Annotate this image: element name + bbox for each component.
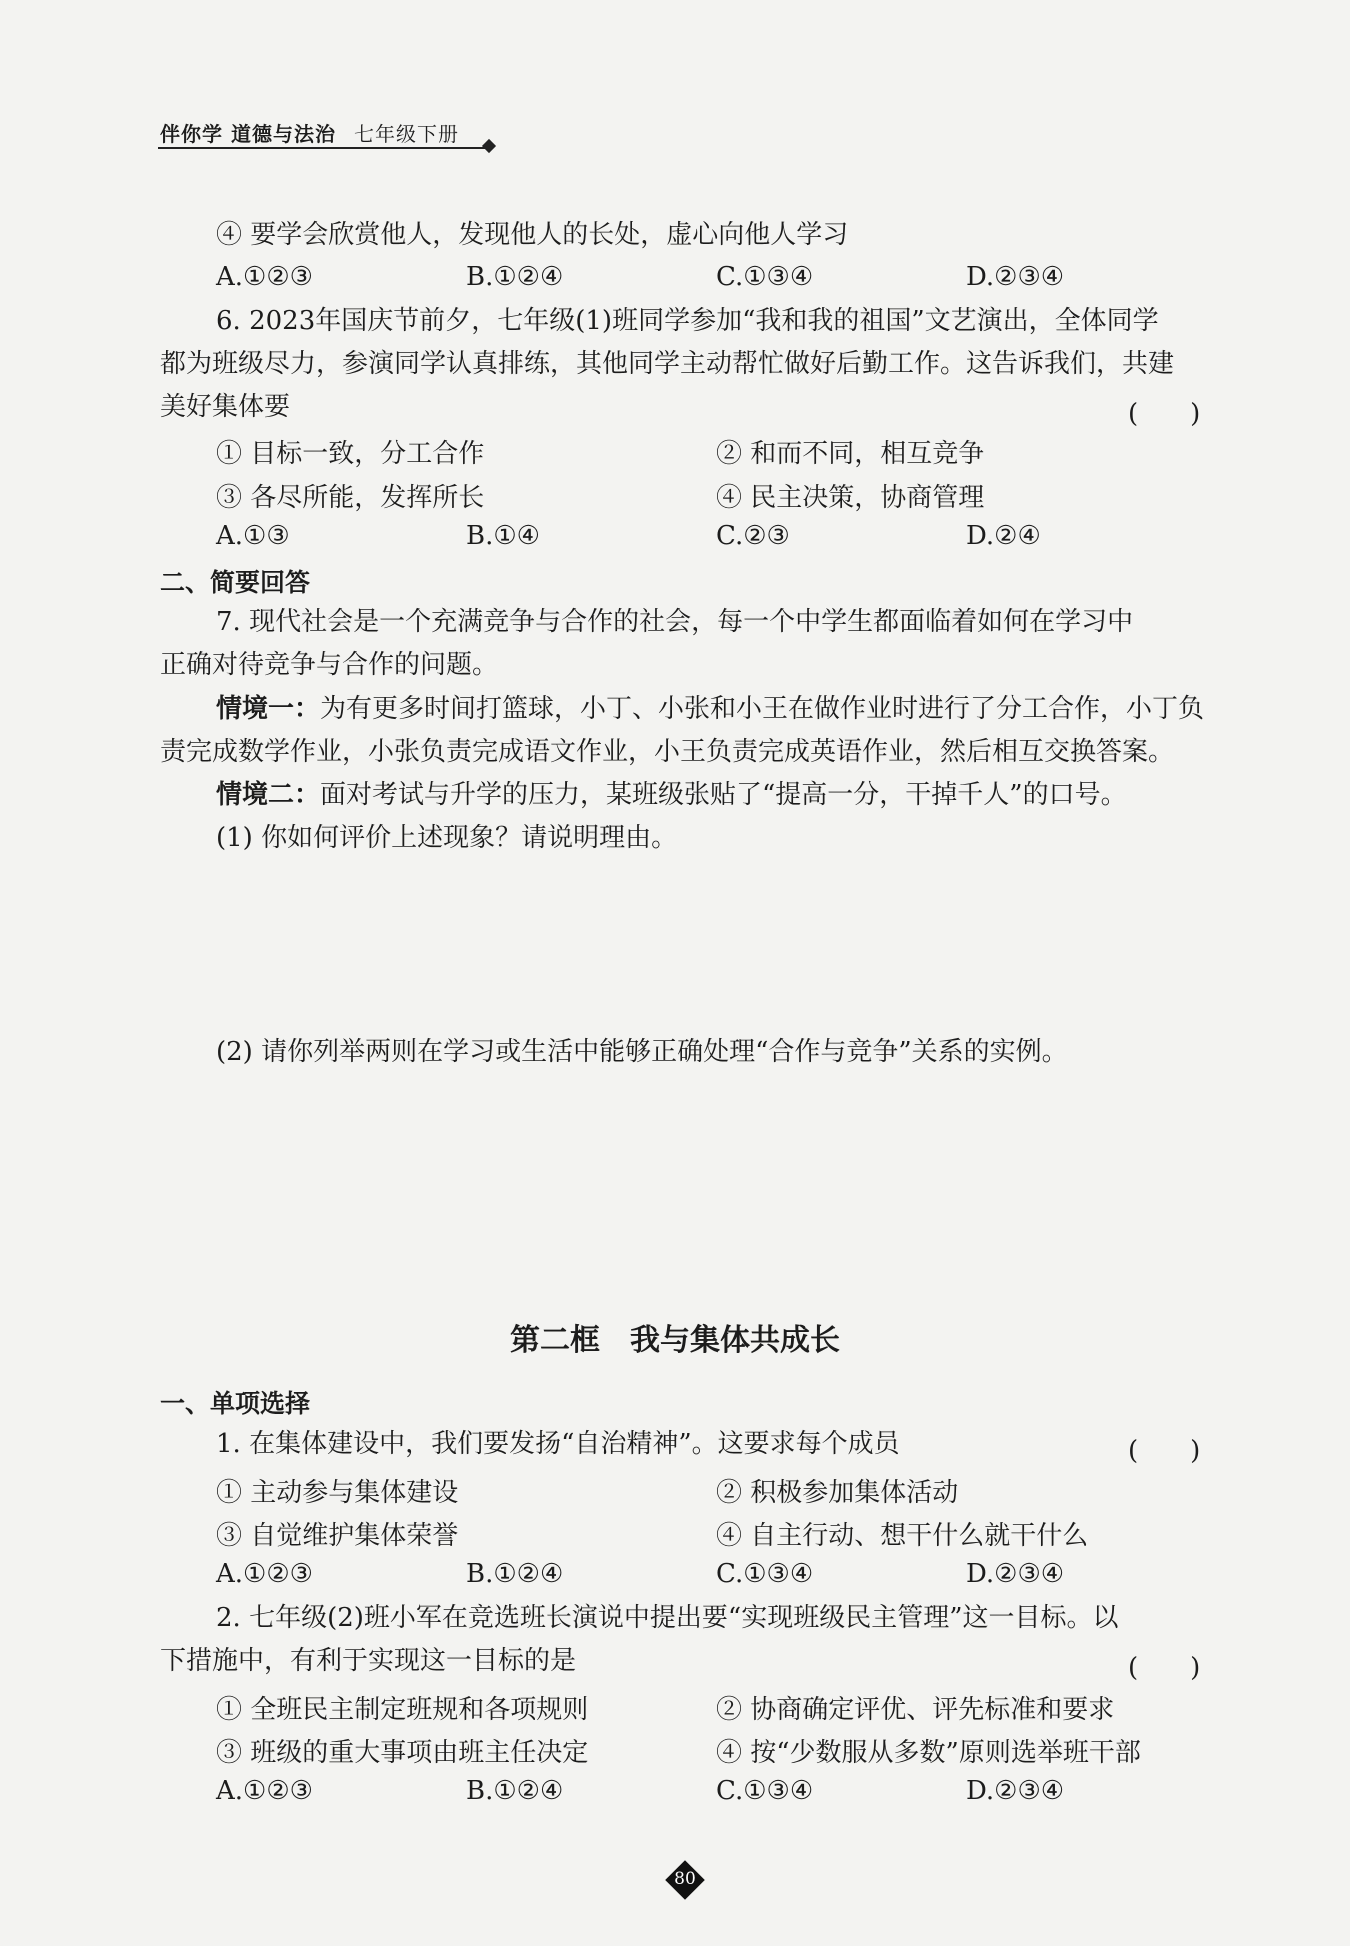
q7-stem-line-1: 7. 现代社会是一个充满竞争与合作的社会，每一个中学生都面临着如何在学习中 — [216, 607, 1134, 637]
grade-label: 七年级下册 — [353, 122, 459, 146]
q6-choice-a: A.①③ — [216, 521, 290, 551]
q7-sub-question-1: (1) 你如何评价上述现象？请说明理由。 — [216, 823, 678, 853]
page-number: 80 — [674, 1869, 696, 1889]
p2-q2-item-1: ① 全班民主制定班规和各项规则 — [216, 1695, 589, 1725]
p2-q1-item-4: ④ 自主行动、想干什么就干什么 — [716, 1521, 1089, 1551]
q5-item-4: ④ 要学会欣赏他人，发现他人的长处，虚心向他人学习 — [216, 220, 849, 250]
p2-q1-item-1: ① 主动参与集体建设 — [216, 1478, 459, 1508]
q6-choice-b: B.①④ — [466, 521, 540, 551]
q5-choice-c: C.①③④ — [716, 262, 814, 292]
q5-choice-b: B.①②④ — [466, 262, 564, 292]
p2-q1-choice-b: B.①②④ — [466, 1559, 564, 1589]
q6-item-1: ① 目标一致，分工合作 — [216, 439, 485, 469]
p2-q2-stem-line-2: 下措施中，有利于实现这一目标的是 — [160, 1646, 577, 1676]
q7-sub-question-2: (2) 请你列举两则在学习或生活中能够正确处理“合作与竞争”关系的实例。 — [216, 1037, 1068, 1067]
q5-choice-a: A.①②③ — [216, 262, 313, 292]
q6-item-2: ② 和而不同，相互竞争 — [716, 439, 985, 469]
scenario-1 — [216, 688, 1204, 731]
running-header — [160, 118, 459, 147]
page-number-badge — [665, 1860, 705, 1900]
scenario-2-label: 情境二： — [216, 780, 321, 810]
q6-choice-d: D.②④ — [966, 521, 1041, 551]
p2-q1-choice-c: C.①③④ — [716, 1559, 814, 1589]
p2-q2-item-4: ④ 按“少数服从多数”原则选举班干部 — [716, 1738, 1141, 1768]
header-rule — [158, 147, 488, 149]
q7-stem-line-2: 正确对待竞争与合作的问题。 — [160, 650, 499, 680]
header-diamond-icon — [482, 139, 496, 153]
q6-stem-line-2: 都为班级尽力，参演同学认真排练，其他同学主动帮忙做好后勤工作。这告诉我们，共建 — [160, 349, 1175, 379]
p2-q2-choice-c: C.①③④ — [716, 1776, 814, 1806]
q6-item-4: ④ 民主决策，协商管理 — [716, 483, 985, 513]
p2-q2-choice-a: A.①②③ — [216, 1776, 313, 1806]
q6-stem-line-3: 美好集体要 — [160, 392, 291, 422]
q6-answer-paren: ( ) — [1128, 399, 1201, 429]
scenario-1-label: 情境一： — [216, 694, 321, 724]
p2-q2-choice-b: B.①②④ — [466, 1776, 564, 1806]
scenario-1-line-2: 责完成数学作业，小张负责完成语文作业，小王负责完成英语作业，然后相互交换答案。 — [160, 737, 1175, 767]
p2-q2-answer-paren: ( ) — [1128, 1653, 1201, 1683]
p2-q1-answer-paren: ( ) — [1128, 1436, 1201, 1466]
p2-q1-stem: 1. 在集体建设中，我们要发扬“自治精神”。这要求每个成员 — [216, 1429, 900, 1459]
p2-q1-choice-a: A.①②③ — [216, 1559, 313, 1589]
section-heading-single-choice: 一、单项选择 — [160, 1389, 311, 1418]
book-title: 伴你学 道德与法治 — [160, 122, 336, 146]
p2-q2-choice-d: D.②③④ — [966, 1776, 1065, 1806]
q6-item-3: ③ 各尽所能，发挥所长 — [216, 483, 485, 513]
p2-q1-item-2: ② 积极参加集体活动 — [716, 1478, 959, 1508]
p2-q1-item-3: ③ 自觉维护集体荣誉 — [216, 1521, 459, 1551]
section-heading-short-answer: 二、简要回答 — [160, 568, 311, 597]
scenario-2 — [216, 774, 1127, 817]
p2-q2-stem-line-1: 2. 七年级(2)班小军在竞选班长演说中提出要“实现班级民主管理”这一目标。以 — [216, 1603, 1119, 1633]
p2-q2-item-2: ② 协商确定评优、评先标准和要求 — [716, 1695, 1115, 1725]
scenario-1-text: 为有更多时间打篮球，小丁、小张和小王在做作业时进行了分工合作，小丁负 — [320, 694, 1205, 724]
q5-choice-d: D.②③④ — [966, 262, 1065, 292]
p2-q1-choice-d: D.②③④ — [966, 1559, 1065, 1589]
section-title: 第二框 我与集体共成长 — [510, 1323, 840, 1358]
p2-q2-item-3: ③ 班级的重大事项由班主任决定 — [216, 1738, 589, 1768]
q6-stem-line-1: 6. 2023年国庆节前夕，七年级(1)班同学参加“我和我的祖国”文艺演出，全体同学 — [216, 306, 1159, 336]
q6-choice-c: C.②③ — [716, 521, 790, 551]
scenario-2-text: 面对考试与升学的压力，某班级张贴了“提高一分，干掉千人”的口号。 — [320, 780, 1127, 810]
